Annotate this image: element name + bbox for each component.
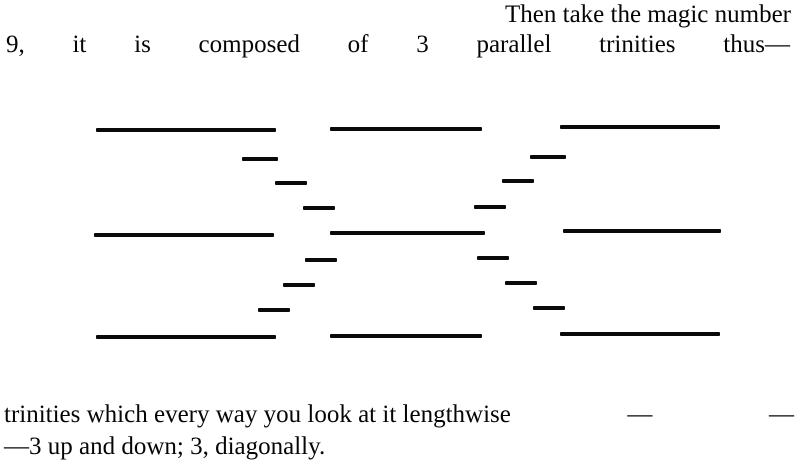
diagram-short-dash: [305, 258, 337, 262]
line3-dash-1: —: [627, 401, 653, 428]
diagram-short-dash: [258, 308, 290, 312]
diagram-long-stroke: [560, 125, 720, 129]
diagram-short-dash: [505, 281, 537, 285]
word-3: is: [134, 31, 151, 58]
diagram-long-stroke: [330, 127, 482, 131]
word-4: composed: [198, 31, 300, 58]
diagram-long-stroke: [94, 233, 274, 237]
line3-text: trinities which every way you look at it lengthwise: [4, 401, 511, 428]
paragraph-line-2: [6, 30, 790, 60]
diagram-long-stroke: [563, 229, 721, 233]
diagram-short-dash: [303, 206, 335, 210]
paragraph-line-4: —3 up and down; 3, diagonally.: [4, 433, 326, 460]
diagram-long-stroke: [96, 128, 276, 132]
diagram-short-dash: [275, 181, 307, 185]
diagram-long-stroke: [560, 332, 720, 336]
diagram-short-dash: [502, 179, 534, 183]
diagram-long-stroke: [96, 335, 276, 339]
diagram-long-stroke: [330, 334, 482, 338]
diagram-short-dash: [533, 306, 565, 310]
paragraph-line-1: Then take the magic number: [505, 1, 791, 28]
word-5: of: [347, 31, 369, 58]
word-6: 3: [416, 31, 429, 58]
diagram-long-stroke: [330, 231, 485, 235]
three-parallel-trinities-diagram: [0, 100, 799, 370]
word-2: it: [72, 31, 87, 58]
diagram-short-dash: [242, 157, 278, 161]
paragraph-line-3: [4, 400, 794, 430]
diagram-short-dash: [283, 283, 315, 287]
word-9: thus—: [723, 31, 790, 58]
diagram-short-dash: [477, 256, 509, 260]
word-8: trinities: [599, 31, 676, 58]
diagram-short-dash: [474, 205, 506, 209]
line3-dash-2: —: [769, 401, 794, 428]
word-1: 9,: [6, 31, 25, 58]
word-7: parallel: [476, 31, 552, 58]
diagram-short-dash: [530, 155, 566, 159]
